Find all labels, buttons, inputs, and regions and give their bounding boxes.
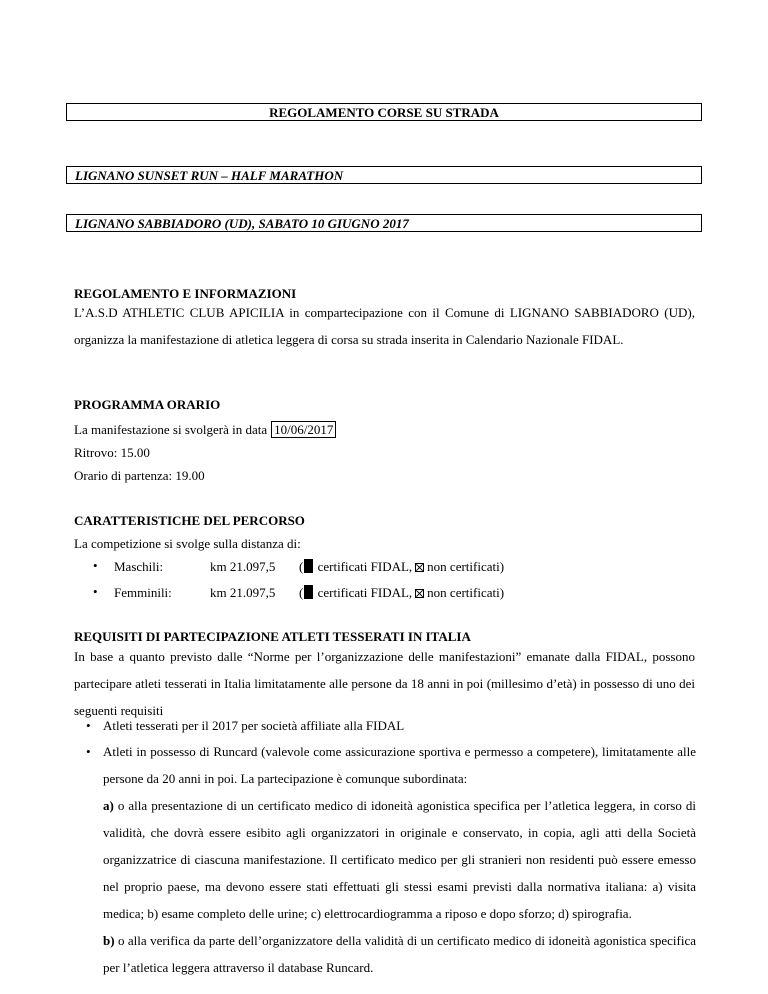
event-name: LIGNANO SUNSET RUN – HALF MARATHON [66, 166, 702, 184]
requisiti-item-runcard: Atleti in possesso di Runcard (valevole come assicurazione sportiva e permesso a competere), limitatamente alle persone da 20 anni in poi. La partecipazione è comunque subordinata: [103, 744, 696, 786]
category-label: Femminili: [114, 585, 172, 600]
checkbox-checked-icon [415, 563, 424, 572]
sub-a-text: o alla presentazione di un certificato medico di idoneità agonistica specifica per l’atletica leggera, in corso di validità, che dovrà essere esibito agli organizzatori in originale e conservato, in copia, agli atti della Società organizzatrice di ciascuna manifestazione. Il certificato medico per gli stranieri non residenti può essere emesso nel proprio paese, ma devono essere stati effettuati gli stessi esami previsti dalla normativa italiana: a) visita medica; b) esame completo delle urine; c) elettrocardiogramma a riposo e dopo sforzo; d) spirografia. [103, 798, 696, 921]
bullet: • [86, 744, 91, 759]
regolamento-text: L’A.S.D ATHLETIC CLUB APICILIA in compartecipazione con il Comune di LIGNANO SABBIADORO (UD), organizza la manifestazione di atletica leggera di corsa su strada inserita in Calendario Nazionale FIDAL. [74, 305, 695, 347]
sub-b-text: o alla verifica da parte dell’organizzatore della validità di un certificato medico di idoneità agonistica specifica per l’atletica leggera attraverso il database Runcard. [103, 933, 696, 975]
sub-b-label: b) [103, 933, 115, 948]
requisiti-item-tesserati: Atleti tesserati per il 2017 per società affiliate alla FIDAL [103, 718, 405, 733]
date-value: 10/06/2017 [271, 421, 336, 438]
category-label: Maschili: [114, 559, 164, 574]
regolamento-heading: REGOLAMENTO E INFORMAZIONI [74, 286, 297, 301]
checkbox-checked-icon [415, 589, 424, 598]
percorso-intro: La competizione si svolge sulla distanza di: [74, 536, 301, 551]
requisiti-sub-a [103, 792, 696, 927]
sub-a-label: a) [103, 798, 114, 813]
requisiti-sub-b [103, 927, 696, 981]
checkbox-filled-icon [304, 585, 313, 599]
requisiti-intro: In base a quanto previsto dalle “Norme per l’organizzazione delle manifestazioni” emanate dalla FIDAL, possono partecipare atleti tesserati in Italia limitatamente alle persone da 18 anni in poi (millesimo d’età) in possesso di uno dei seguenti requisiti [74, 649, 695, 718]
checkbox-filled-icon [304, 559, 313, 573]
programma-heading: PROGRAMMA ORARIO [74, 397, 221, 412]
distance-value: km 21.097,5 [210, 585, 276, 600]
certification-info: ( certificati FIDAL, non certificati) [299, 585, 505, 600]
distance-value: km 21.097,5 [210, 559, 276, 574]
document-title: REGOLAMENTO CORSE SU STRADA [66, 103, 702, 121]
percorso-heading: CARATTERISTICHE DEL PERCORSO [74, 513, 305, 528]
date-label: La manifestazione si svolgerà in data [74, 422, 268, 437]
event-place-date: LIGNANO SABBIADORO (UD), SABATO 10 GIUGNO 2017 [66, 214, 702, 232]
partenza-time: Orario di partenza: 19.00 [74, 468, 205, 483]
ritrovo-time: Ritrovo: 15.00 [74, 445, 150, 460]
requisiti-heading: REQUISITI DI PARTECIPAZIONE ATLETI TESSERATI IN ITALIA [74, 629, 471, 644]
bullet: • [93, 558, 98, 573]
bullet: • [93, 584, 98, 599]
certification-info: ( certificati FIDAL, non certificati) [299, 559, 505, 574]
programma-date-line [74, 421, 336, 439]
bullet: • [86, 718, 91, 733]
